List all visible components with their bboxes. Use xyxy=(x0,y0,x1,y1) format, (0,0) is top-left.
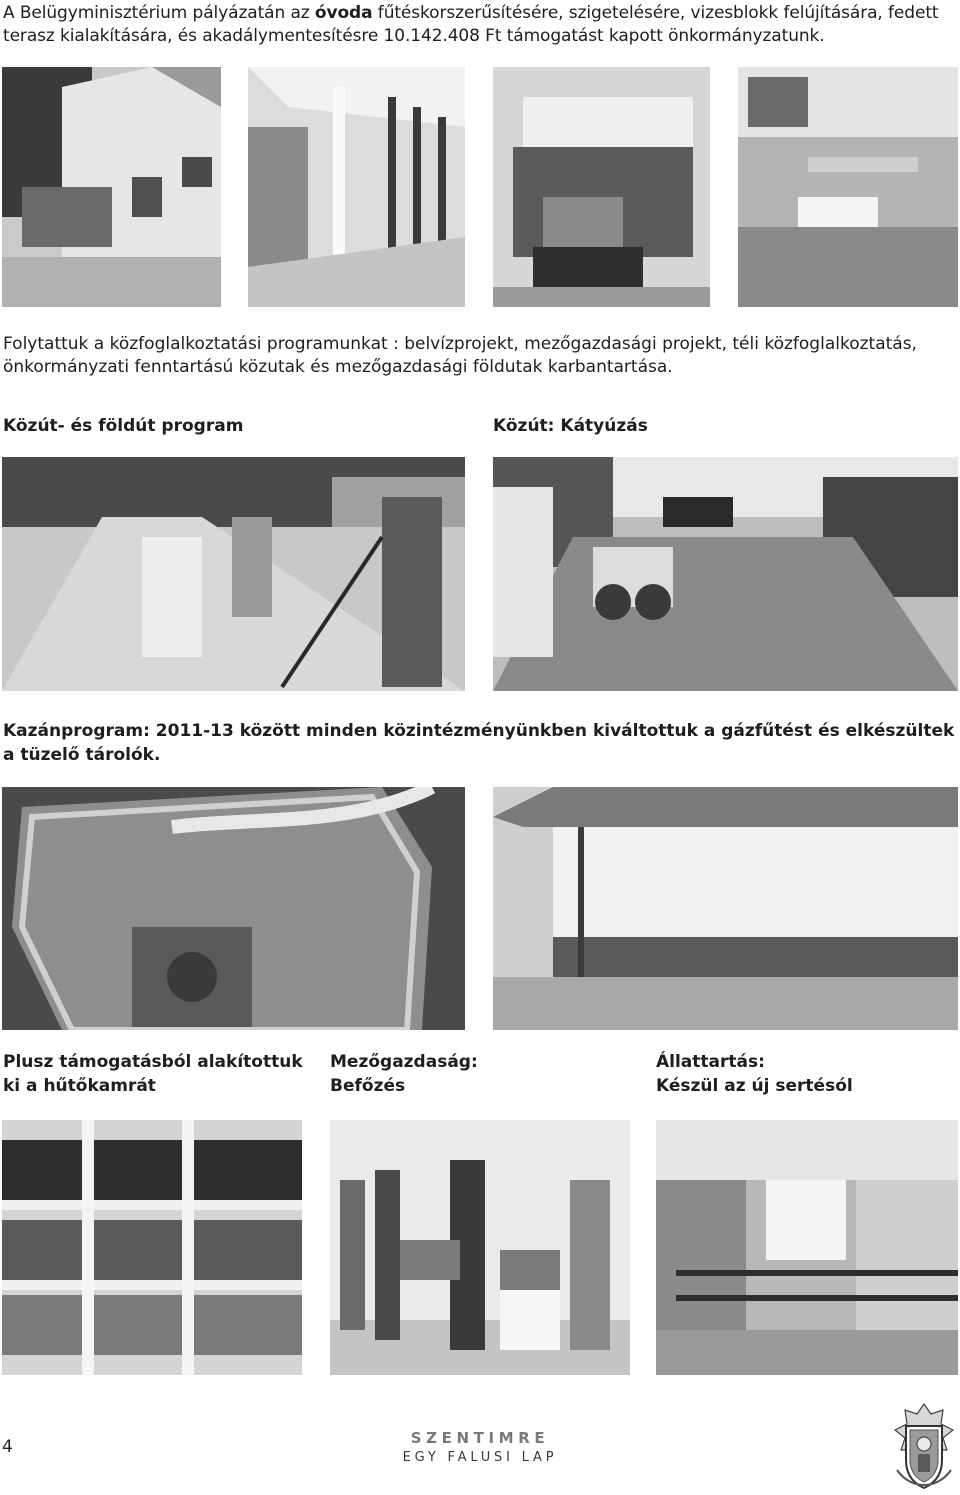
agriculture-caption-line2: Befőzés xyxy=(330,1076,406,1096)
boiler-door-photo xyxy=(2,787,465,1030)
road-program-caption: Közút- és földút program xyxy=(3,416,244,436)
road-workers-photo xyxy=(2,457,465,691)
animal-husbandry-caption-line1: Állattartás: xyxy=(656,1052,765,1072)
newspaper-subtitle: EGY FALUSI LAP xyxy=(402,1450,558,1465)
coat-of-arms-icon xyxy=(891,1400,957,1492)
page-number: 4 xyxy=(2,1437,13,1457)
cold-room-caption-line2: ki a hűtőkamrát xyxy=(3,1076,156,1096)
covered-terrace-photo xyxy=(248,67,465,307)
agriculture-caption xyxy=(330,1050,478,1098)
fuel-storage-photo xyxy=(493,787,958,1030)
kindergarten-building-photo xyxy=(2,67,221,307)
classroom-table-photo xyxy=(738,67,958,307)
jars-shelf-photo xyxy=(2,1120,302,1375)
classroom-shelves-photo xyxy=(493,67,710,307)
intro-text-start: A Belügyminisztérium pályázatán az xyxy=(3,3,315,23)
newspaper-title: SZENTIMRE xyxy=(410,1429,550,1447)
masthead xyxy=(380,1428,580,1468)
intro-paragraph xyxy=(3,2,958,48)
pothole-caption: Közút: Kátyúzás xyxy=(493,416,648,436)
boiler-program-caption: Kazánprogram: 2011-13 között minden közintézményünkben kiváltottuk a gázfűtést és elkészültek a tüzelő tárolók. xyxy=(3,721,955,765)
animal-husbandry-caption xyxy=(656,1050,853,1098)
intro-bold-word: óvoda xyxy=(314,3,373,23)
pigsty-photo xyxy=(656,1120,958,1375)
preserving-photo xyxy=(330,1120,630,1375)
cold-room-caption-line1: Plusz támogatásból alakítottuk xyxy=(3,1052,303,1072)
intro-text-end: fűtéskorszerűsítésére, szigetelésére, vizesblokk felújítására, fedett terasz kialakítására, és akadálymentesítésre 10.142.408 Ft támogatást kapott önkormányzatunk. xyxy=(3,3,939,46)
public-work-paragraph: Folytattuk a közfoglalkoztatási programunkat : belvízprojekt, mezőgazdasági projekt, téli közfoglalkoztatás, önkormányzati fenntartású közutak és mezőgazdasági földutak karbantartása. xyxy=(3,334,917,377)
animal-husbandry-caption-line2: Készül az új sertésól xyxy=(656,1076,853,1096)
cold-room-caption xyxy=(3,1050,303,1098)
agriculture-caption-line1: Mezőgazdaság: xyxy=(330,1052,478,1072)
road-roller-photo xyxy=(493,457,958,691)
